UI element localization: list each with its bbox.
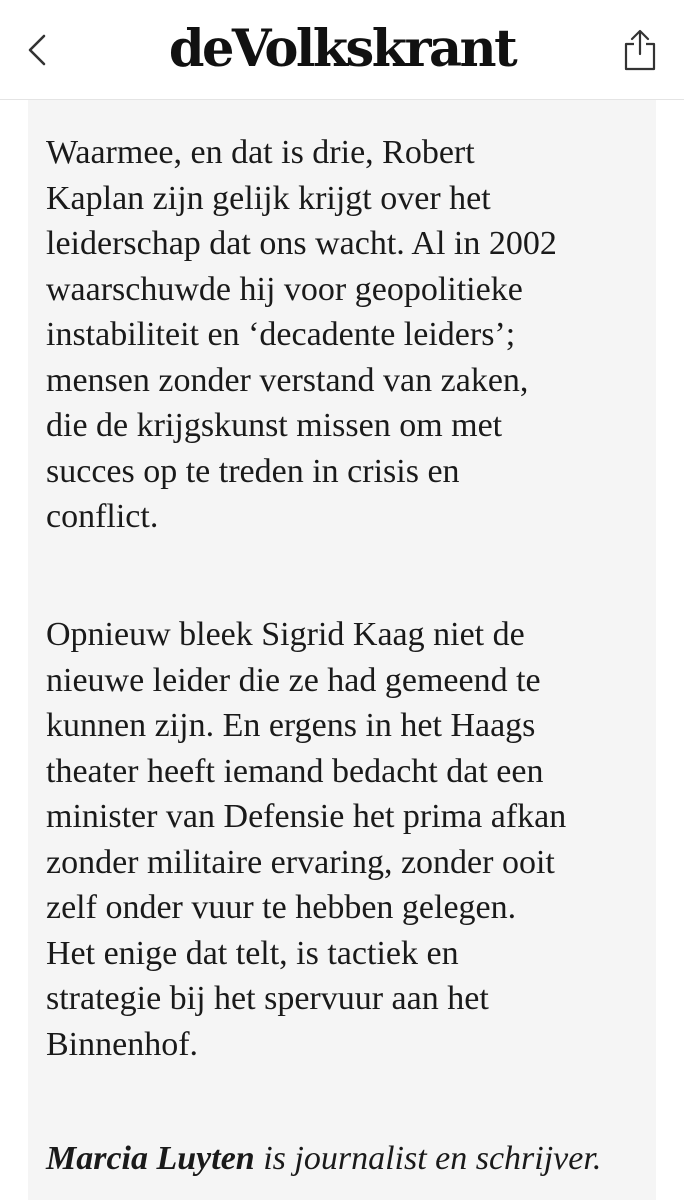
article-paragraph-2: Opnieuw bleek Sigrid Kaag niet de nieuwe leider die ze had gemeend te kunnen zijn. En ergens in het Haags theater heeft iemand bedacht dat een minister van Defensie het prima afkan zonder militaire ervaring, zonder ooit zelf onder vuur te hebben gelegen. Het enige dat telt, is tactiek en strategie bij het spervuur aan het Binnenhof. — [46, 616, 567, 1063]
author-description: is journalist en schrijver. — [254, 1140, 602, 1177]
author-byline — [46, 1136, 652, 1181]
author-name: Marcia Luyten — [46, 1140, 255, 1177]
article-body — [28, 100, 656, 1200]
top-navigation-bar — [0, 0, 684, 100]
article-paragraph-1: Waarmee, en dat is drie, Robert Kaplan zijn gelijk krijgt over het leiderschap dat ons wacht. Al in 2002 waarschuwde hij voor geopolitieke instabiliteit en ‘decadente leiders’; mensen zonder verstand van zaken, die de krijgskunst missen om met succes op te treden in crisis en conflict. — [46, 134, 557, 535]
share-icon — [618, 26, 662, 74]
chevron-left-icon — [18, 28, 58, 72]
volkskrant-logo: deVolkskrant — [168, 19, 516, 79]
back-button[interactable] — [18, 28, 58, 72]
share-button[interactable] — [618, 26, 662, 74]
